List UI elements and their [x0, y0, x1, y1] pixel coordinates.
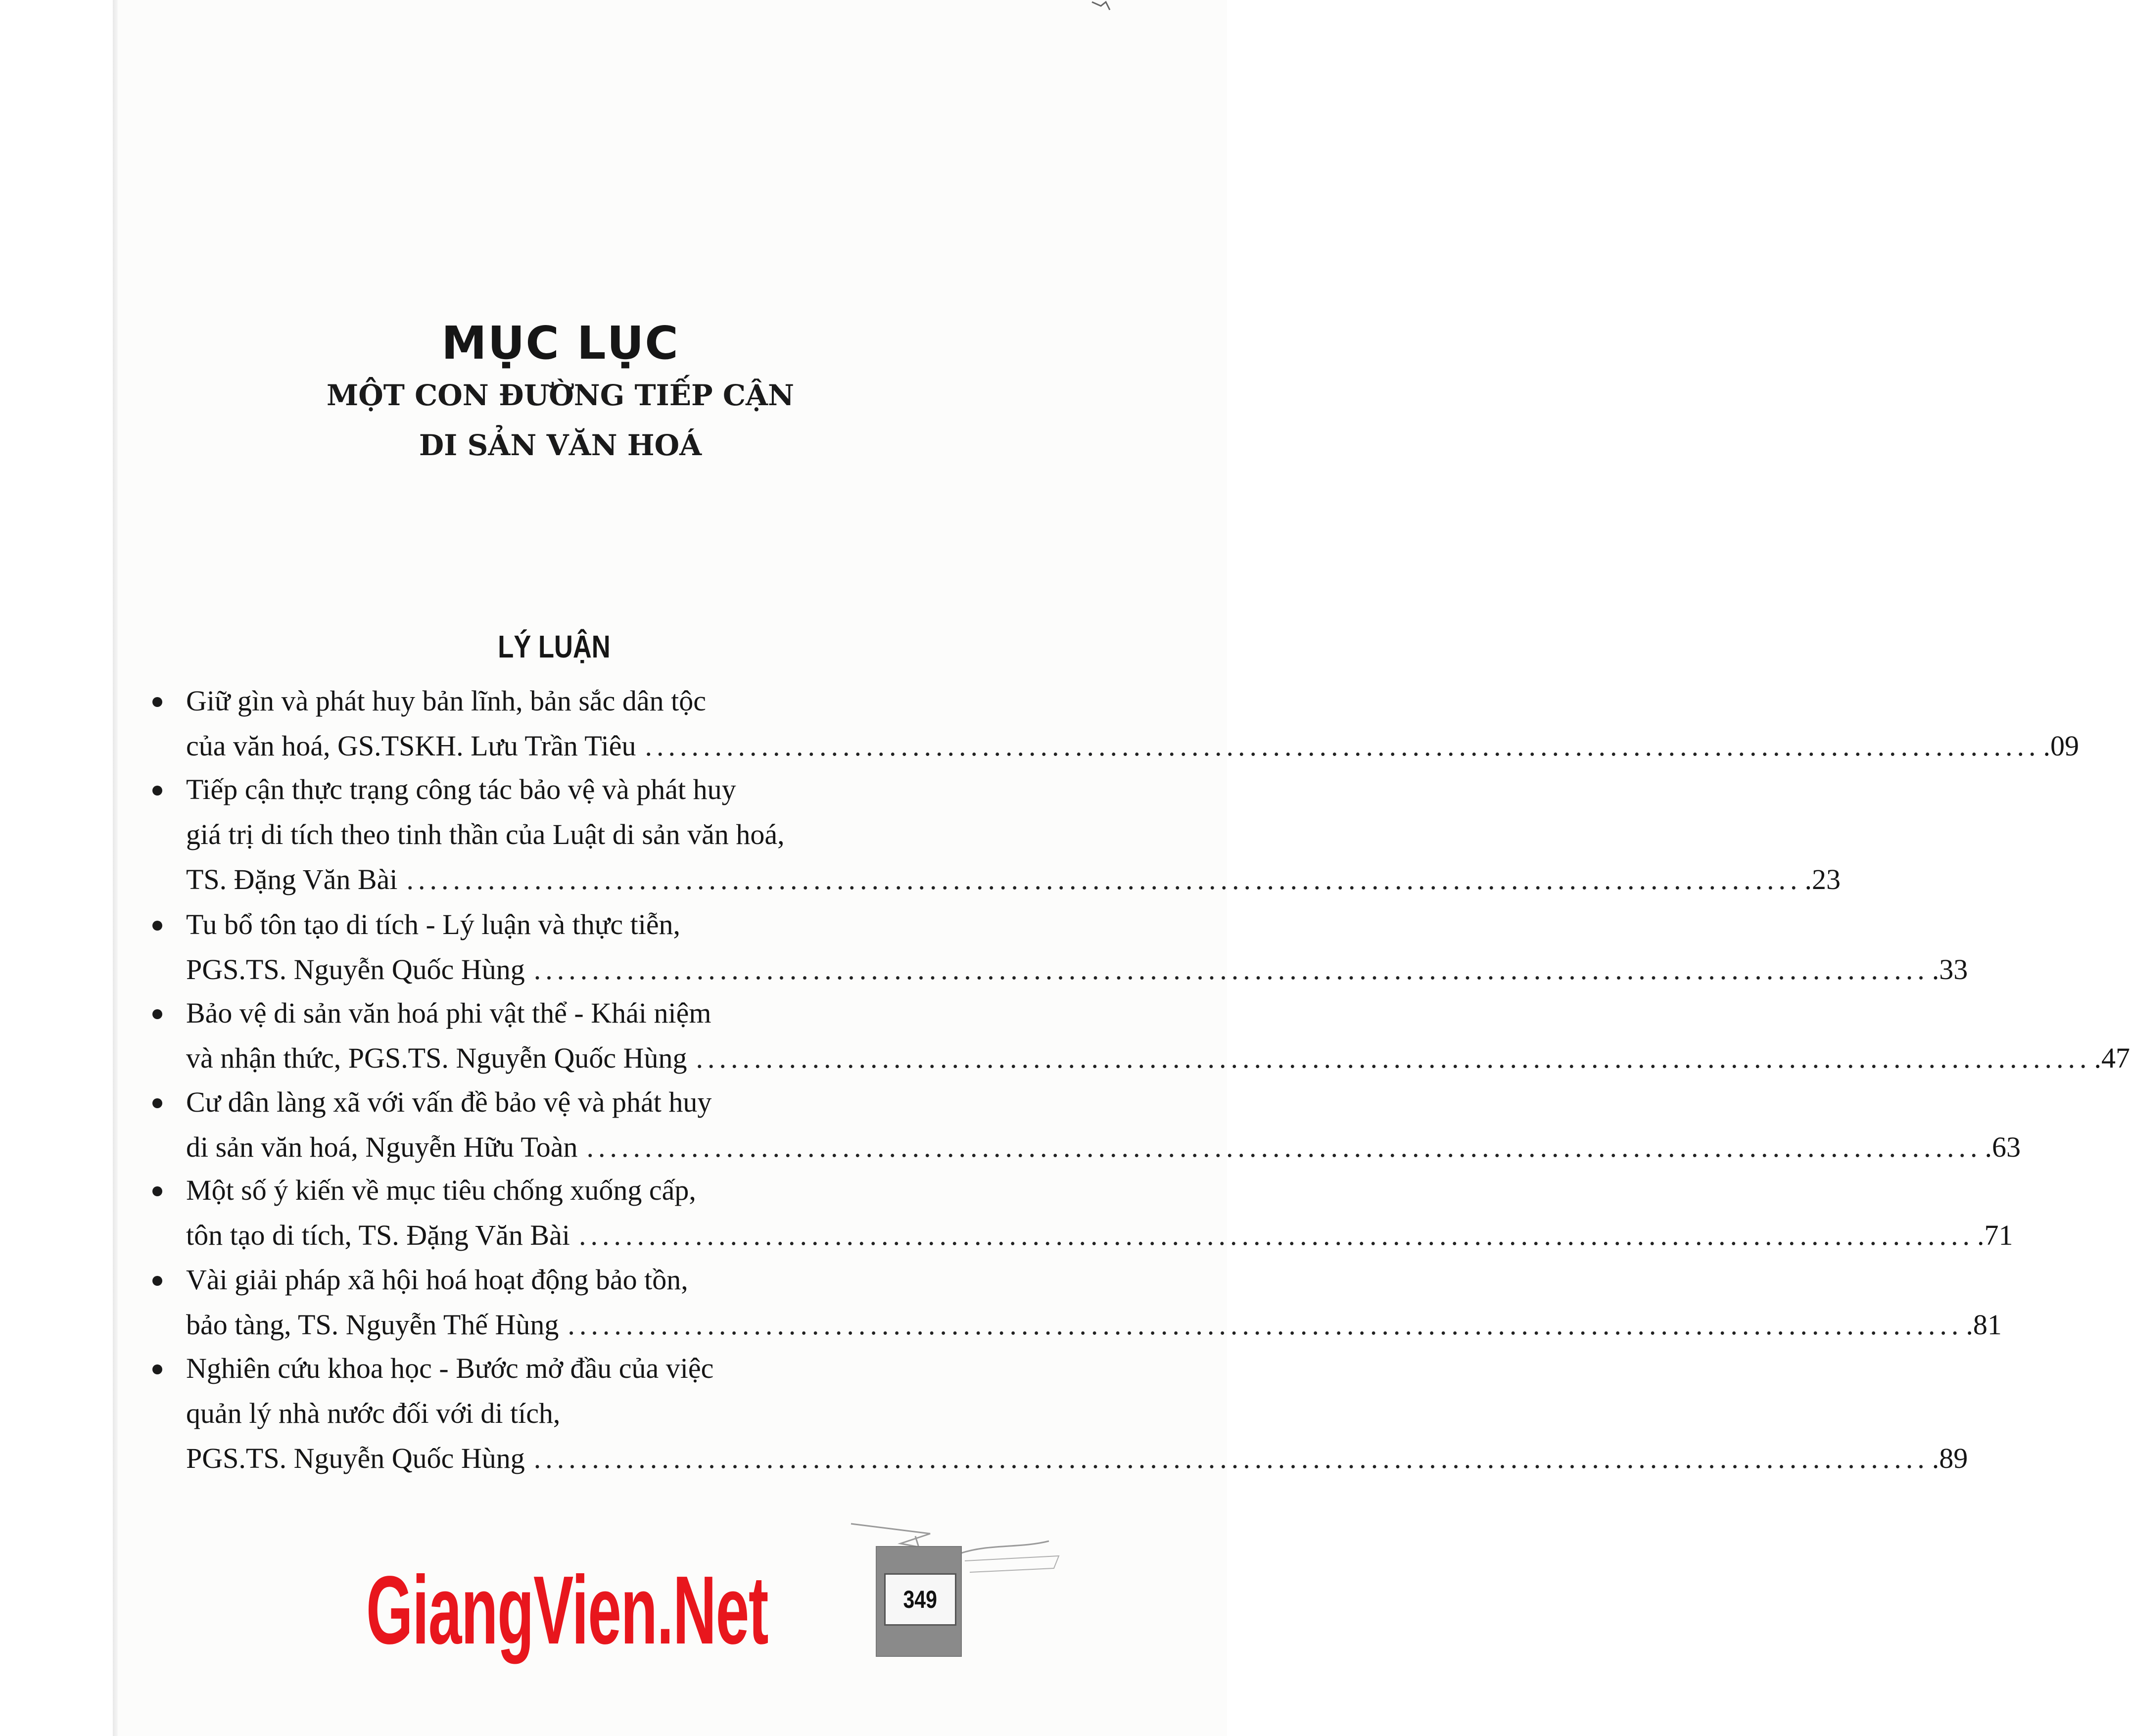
toc-entry-line: [186, 1348, 948, 1389]
toc-entry-text: Vài giải pháp xã hội hoá hoạt động bảo tồn,: [186, 1264, 688, 1296]
book-subtitle-line-1: MỘT CON ĐƯỜNG TIẾP CẬN: [327, 378, 794, 412]
bullet-icon: [152, 921, 162, 931]
leader-dots: ........................................................................................................................: [406, 863, 1802, 895]
leader-dots: ........................................................................................................................: [568, 1309, 1963, 1341]
toc-entry-line: [186, 814, 948, 855]
toc-entry-text: quản lý nhà nước đối với di tích,: [186, 1397, 561, 1429]
toc-entry-text: Nghiên cứu khoa học - Bước mở đầu của việc: [186, 1352, 714, 1384]
toc-entry-last-line: [186, 725, 2080, 767]
toc-entry-text: Bảo vệ di sản văn hoá phi vật thể - Khái niệm: [186, 997, 711, 1029]
toc-entry-text: của văn hoá, GS.TSKH. Lưu Trần Tiêu: [186, 730, 636, 762]
toc-entry-last-line: [186, 949, 1968, 990]
toc-page-number: .81: [1966, 1309, 2002, 1341]
toc-entry-text: Tu bổ tôn tạo di tích - Lý luận và thực tiễn,: [186, 908, 681, 940]
toc-page-number: .23: [1804, 863, 1841, 895]
toc-entry-text: bảo tàng, TS. Nguyễn Thế Hùng: [186, 1309, 559, 1341]
toc-entry-line: [186, 769, 948, 810]
book-subtitle-line-2: DI SẢN VĂN HOÁ: [419, 428, 702, 462]
bullet-icon: [152, 786, 162, 796]
toc-entry-line: [186, 992, 948, 1034]
watermark: GiangVien.Net: [366, 1556, 768, 1664]
page-number-box: [884, 1573, 956, 1626]
toc-entry-last-line: [186, 1215, 2013, 1256]
toc-entry-last-line: [186, 1304, 2002, 1346]
toc-entry-text: PGS.TS. Nguyễn Quốc Hùng: [186, 1442, 525, 1474]
toc-entry-line: [186, 1170, 948, 1211]
bullet-icon: [152, 1186, 162, 1196]
toc-entry-text: Một số ý kiến về mục tiêu chống xuống cấp,: [186, 1174, 696, 1206]
toc-entry-text: TS. Đặng Văn Bài: [186, 863, 398, 895]
section-heading: LÝ LUẬN: [498, 629, 611, 664]
toc-entry-text: Giữ gìn và phát huy bản lĩnh, bản sắc dân tộc: [186, 685, 707, 717]
toc-page-number: .09: [2043, 730, 2080, 762]
bullet-icon: [152, 1364, 162, 1374]
toc-entry-last-line: [186, 1037, 2130, 1079]
leader-dots: ........................................................................................................................: [533, 1442, 1929, 1474]
toc-entry-line: [186, 1259, 948, 1301]
page-number: 349: [903, 1586, 938, 1613]
bullet-icon: [152, 1098, 162, 1108]
toc-entry-text: giá trị di tích theo tinh thần của Luật di sản văn hoá,: [186, 818, 785, 850]
toc-entry-text: PGS.TS. Nguyễn Quốc Hùng: [186, 953, 525, 985]
leader-dots: ........................................................................................................................: [578, 1219, 1974, 1251]
toc-page-number: .89: [1932, 1442, 1968, 1474]
page-title: MỤC LỤC: [441, 317, 679, 370]
toc-page-number: .33: [1932, 953, 1968, 985]
toc-page-number: .63: [1985, 1131, 2021, 1163]
toc-entry-last-line: [186, 859, 1841, 900]
toc-entry-line: [186, 1393, 948, 1434]
bullet-icon: [152, 1276, 162, 1286]
leader-dots: ........................................................................................................................: [586, 1131, 1982, 1163]
leader-dots: ........................................................................................................................: [696, 1042, 2091, 1074]
corner-mark: [1091, 0, 1113, 18]
leader-dots: ........................................................................................................................: [533, 953, 1929, 985]
toc-page-number: .47: [2094, 1042, 2130, 1074]
toc-entry-text: Tiếp cận thực trạng công tác bảo vệ và phát huy: [186, 773, 736, 805]
toc-entry-last-line: [186, 1438, 1968, 1479]
leader-dots: ........................................................................................................................: [645, 730, 2040, 762]
toc-entry-line: [186, 680, 948, 722]
toc-entry-line: [186, 904, 948, 945]
bullet-icon: [152, 697, 162, 707]
toc-entry-last-line: [186, 1126, 2021, 1168]
toc-entry-text: tôn tạo di tích, TS. Đặng Văn Bài: [186, 1219, 570, 1251]
toc-page-number: .71: [1977, 1219, 2013, 1251]
toc-entry-text: di sản văn hoá, Nguyễn Hữu Toàn: [186, 1131, 578, 1163]
toc-entry-text: và nhận thức, PGS.TS. Nguyễn Quốc Hùng: [186, 1042, 687, 1074]
bullet-icon: [152, 1009, 162, 1019]
toc-entry-line: [186, 1081, 948, 1123]
toc-entry-text: Cư dân làng xã với vấn đề bảo vệ và phát huy: [186, 1086, 712, 1118]
